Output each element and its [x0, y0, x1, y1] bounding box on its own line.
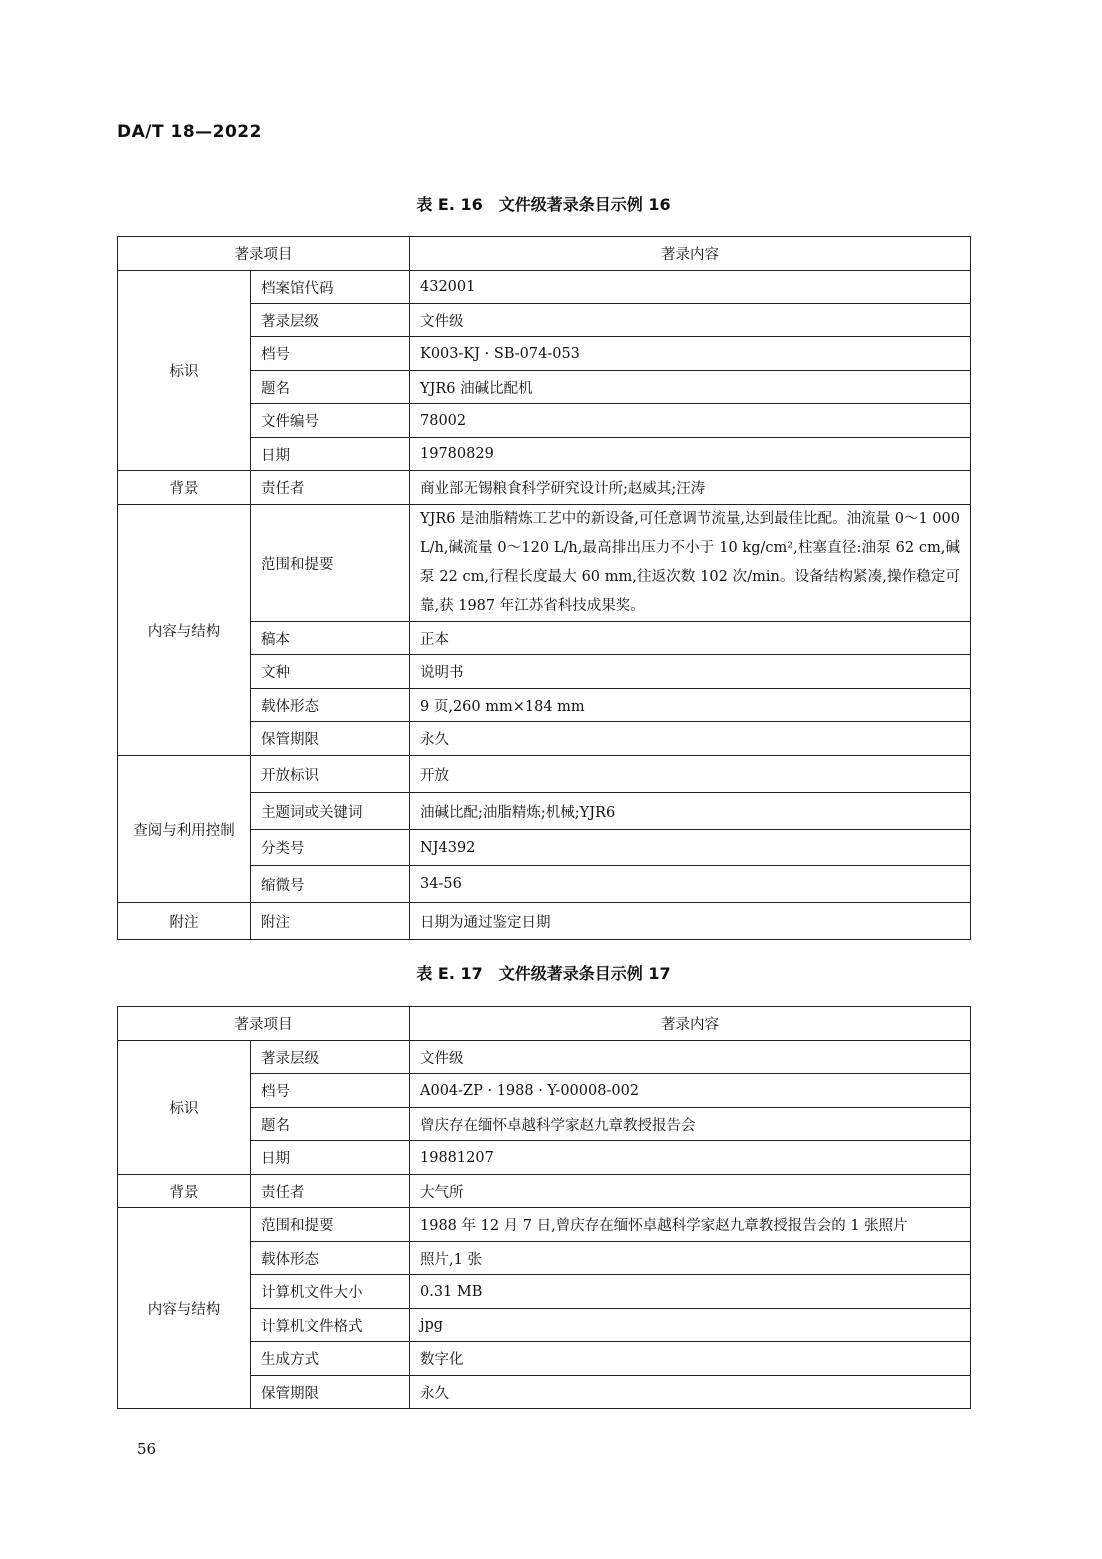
table-row: [118, 471, 971, 505]
field-label: 范围和提要: [251, 505, 410, 622]
field-value: 说明书: [410, 655, 971, 689]
group-label: 背景: [118, 1175, 251, 1208]
field-label: 生成方式: [251, 1342, 410, 1376]
table-row: [118, 903, 971, 940]
field-value: 油碱比配;油脂精炼;机械;YJR6: [410, 793, 971, 830]
field-value: A004-ZP · 1988 · Y-00008-002: [410, 1074, 971, 1108]
field-label: 范围和提要: [251, 1208, 410, 1242]
field-label: 附注: [251, 903, 410, 940]
field-value: jpg: [410, 1309, 971, 1342]
field-value: 19780829: [410, 438, 971, 471]
field-label: 著录层级: [251, 304, 410, 337]
field-label: 主题词或关键词: [251, 793, 410, 830]
field-value: K003-KJ · SB-074-053: [410, 337, 971, 371]
field-value: 数字化: [410, 1342, 971, 1376]
field-value: 文件级: [410, 1041, 971, 1074]
field-value: 文件级: [410, 304, 971, 337]
table-16: [117, 236, 971, 940]
standard-code: DA/T 18—2022: [117, 122, 262, 142]
field-value: 永久: [410, 722, 971, 756]
field-value: 1988 年 12 月 7 日,曾庆存在缅怀卓越科学家赵九章教授报告会的 1 张照片: [410, 1208, 971, 1242]
field-label: 档案馆代码: [251, 271, 410, 304]
table-17-title: 表 E. 17 文件级著录条目示例 17: [416, 964, 671, 983]
group-label: 背景: [118, 471, 251, 505]
group-label: 内容与结构: [118, 505, 251, 756]
table-row: [118, 1208, 971, 1242]
field-label: 载体形态: [251, 689, 410, 722]
field-label: 载体形态: [251, 1242, 410, 1275]
field-value: YJR6 油碱比配机: [410, 371, 971, 404]
group-label: 内容与结构: [118, 1208, 251, 1409]
field-value: 19881207: [410, 1141, 971, 1175]
field-value: 78002: [410, 404, 971, 438]
field-value: 34-56: [410, 866, 971, 903]
field-label: 保管期限: [251, 1376, 410, 1409]
field-label: 文种: [251, 655, 410, 689]
table-row: [118, 505, 971, 622]
field-value: 永久: [410, 1376, 971, 1409]
table-16-title: 表 E. 16 文件级著录条目示例 16: [416, 195, 671, 214]
field-label: 保管期限: [251, 722, 410, 756]
table-header-row: [118, 1007, 971, 1041]
group-label: 查阅与利用控制: [118, 756, 251, 903]
field-value: 正本: [410, 622, 971, 655]
field-label: 题名: [251, 1108, 410, 1141]
field-label: 分类号: [251, 830, 410, 866]
table-row: [118, 271, 971, 304]
field-label: 档号: [251, 337, 410, 371]
table-header-row: [118, 237, 971, 271]
field-value: 9 页,260 mm×184 mm: [410, 689, 971, 722]
field-value: 0.31 MB: [410, 1275, 971, 1309]
field-label: 责任者: [251, 1175, 410, 1208]
field-label: 责任者: [251, 471, 410, 505]
field-label: 日期: [251, 438, 410, 471]
field-value: 曾庆存在缅怀卓越科学家赵九章教授报告会: [410, 1108, 971, 1141]
table-row: [118, 756, 971, 793]
field-value: 商业部无锡粮食科学研究设计所;赵威其;汪涛: [410, 471, 971, 505]
header-content: 著录内容: [410, 1007, 971, 1041]
field-label: 文件编号: [251, 404, 410, 438]
field-label: 日期: [251, 1141, 410, 1175]
field-label: 档号: [251, 1074, 410, 1108]
field-value: 日期为通过鉴定日期: [410, 903, 971, 940]
field-value: 432001: [410, 271, 971, 304]
group-label: 标识: [118, 1041, 251, 1175]
field-label: 计算机文件大小: [251, 1275, 410, 1309]
field-value: NJ4392: [410, 830, 971, 866]
field-value: YJR6 是油脂精炼工艺中的新设备,可任意调节流量,达到最佳比配。油流量 0～1 000 L/h,碱流量 0～120 L/h,最高排出压力不小于 10 kg/cm²,柱塞直径:油泵 62 cm,碱泵 22 cm,行程长度最大 60 mm,往返次数 102 次/min。设备结构紧凑,操作稳定可靠,获 1987 年江苏省科技成果奖。: [410, 505, 971, 622]
group-label: 标识: [118, 271, 251, 471]
field-label: 稿本: [251, 622, 410, 655]
header-item: 著录项目: [118, 1007, 410, 1041]
table-row: [118, 1175, 971, 1208]
field-label: 开放标识: [251, 756, 410, 793]
header-content: 著录内容: [410, 237, 971, 271]
field-value: 开放: [410, 756, 971, 793]
field-label: 题名: [251, 371, 410, 404]
page-number: 56: [137, 1440, 157, 1458]
field-value: 大气所: [410, 1175, 971, 1208]
field-label: 计算机文件格式: [251, 1309, 410, 1342]
field-label: 缩微号: [251, 866, 410, 903]
table-17: [117, 1006, 971, 1409]
field-label: 著录层级: [251, 1041, 410, 1074]
header-item: 著录项目: [118, 237, 410, 271]
group-label: 附注: [118, 903, 251, 940]
table-row: [118, 1041, 971, 1074]
field-value: 照片,1 张: [410, 1242, 971, 1275]
